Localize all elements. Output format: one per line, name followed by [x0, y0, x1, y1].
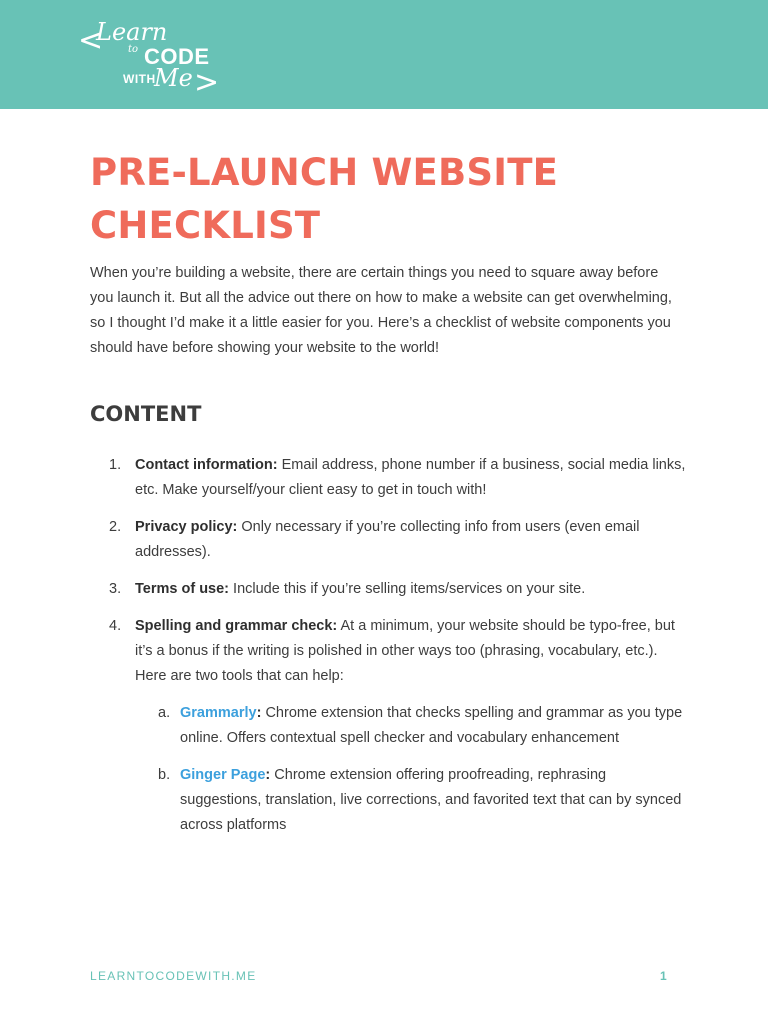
logo-word-me: Me	[154, 64, 193, 92]
page-number: 1	[660, 969, 667, 983]
logo-word-learn: Learn	[96, 18, 168, 46]
logo-word-with: WITH	[123, 72, 156, 86]
list-item-label: Contact information:	[135, 457, 278, 473]
sub-list-item-colon: :	[265, 767, 271, 783]
sub-list-item	[135, 701, 690, 751]
list-item-number: 1.	[109, 457, 122, 473]
sub-list-item-letter: a.	[158, 705, 171, 721]
sub-list-item	[135, 763, 690, 838]
list-item	[90, 614, 690, 838]
ginger-page-link[interactable]: Ginger Page	[180, 767, 266, 783]
logo-left-bracket: <	[78, 23, 104, 58]
grammarly-link[interactable]: Grammarly	[180, 705, 257, 721]
header-banner	[0, 0, 768, 109]
list-item-number: 2.	[109, 519, 122, 535]
list-item-text: At a minimum, your website should be typo-free, but it’s a bonus if the writing is polished in other ways too (phrasing, vocabulary, etc.). Here are two tools that can help:	[135, 618, 675, 684]
sub-list-item-text: Chrome extension offering proofreading, rephrasing suggestions, translation, live corrections, and favorited text that can by synced across platforms	[180, 767, 682, 833]
list-item-text: Include this if you’re selling items/services on your site.	[229, 581, 586, 597]
list-item	[90, 453, 690, 503]
tools-sublist	[135, 701, 690, 838]
footer-website-link[interactable]: LEARNTOCODEWITH.ME	[90, 969, 257, 983]
list-item-text: Only necessary if you’re collecting info from users (even email addresses).	[135, 519, 640, 560]
page-title: PRE-LAUNCH WEBSITE CHECKLIST	[90, 151, 559, 247]
sub-list-item-colon: :	[256, 705, 262, 721]
list-item-text: Email address, phone number if a business, social media links, etc. Make yourself/your client easy to get in touch with!	[135, 457, 686, 498]
sub-list-item-text: Chrome extension that checks spelling and grammar as you type online. Offers contextual spell checker and vocabulary enhancement	[180, 705, 683, 746]
list-item	[90, 515, 690, 565]
list-item	[90, 577, 690, 602]
logo-word-to: to	[128, 44, 139, 55]
learn-to-code-with-me-logo[interactable]	[76, 14, 220, 100]
list-item-label: Terms of use:	[135, 581, 230, 597]
list-item-label: Privacy policy:	[135, 519, 238, 535]
sub-list-item-letter: b.	[158, 767, 171, 783]
section-heading-content: CONTENT	[90, 402, 202, 426]
intro-paragraph: When you’re building a website, there are certain things you need to square away before you launch it. But all the advice out there on how to make a website can get overwhelming, so I thought I’d make it a little easier for you. Here’s a checklist of website components you should have before showing your website to the world!	[90, 265, 672, 356]
content-checklist	[90, 453, 690, 850]
list-item-number: 3.	[109, 581, 122, 597]
list-item-number: 4.	[109, 618, 122, 634]
logo-word-code: CODE	[144, 44, 210, 69]
list-item-label: Spelling and grammar check:	[135, 618, 338, 634]
logo-right-bracket: >	[194, 65, 220, 100]
